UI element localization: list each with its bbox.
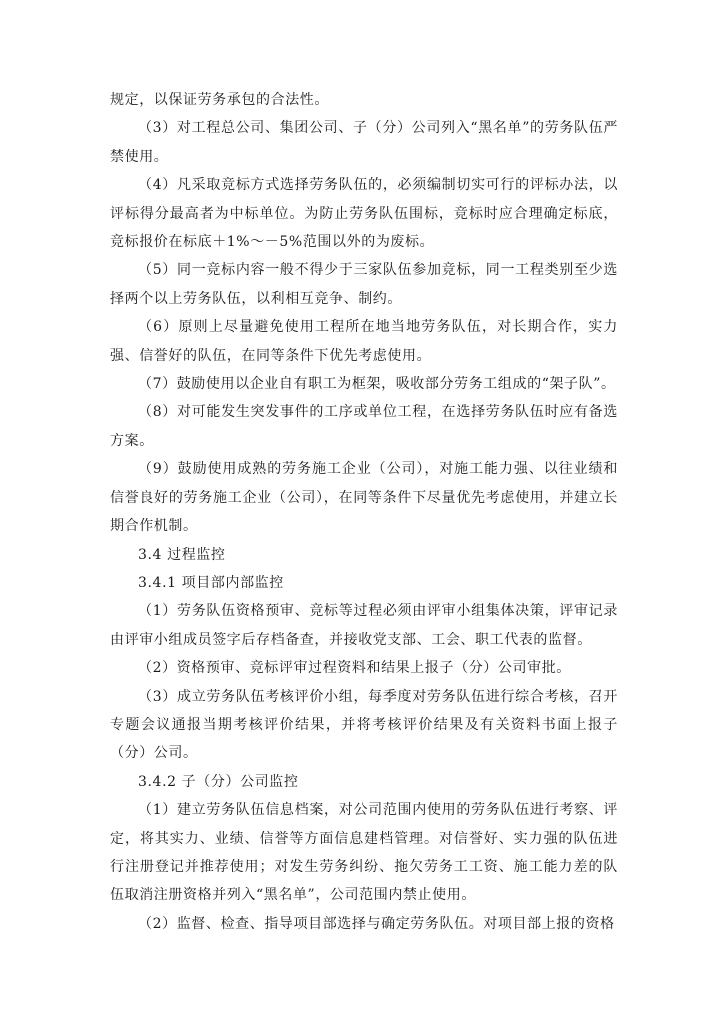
paragraph: 规定，以保证劳务承包的合法性。 [110,92,329,108]
paragraph: （7）鼓励使用以企业自有职工为框架，吸收部分劳务工组成的“架子队”。 [138,376,616,393]
paragraph: （4）凡采取竞标方式选择劳务队伍的，必须编制切实可行的评标办法，以评标得分最高者为中标单位。为防止劳务队伍围标，竞标时应合理确定标底，竞标报价在标底＋1%～－5%范围以外的为废标。 [110,177,618,251]
paragraph: （3）对工程总公司、集团公司、子（分）公司列入“黑名单”的劳务队伍严禁使用。 [110,120,618,165]
paragraph: （5）同一竞标内容一般不得少于三家队伍参加竞标，同一工程类别至少选择两个以上劳务队伍，以利相互竞争、制约。 [110,262,618,307]
section-heading: 3.4 过程监控 [138,546,226,563]
paragraph: （9）鼓励使用成熟的劳务施工企业（公司），对施工能力强、以往业绩和信誉良好的劳务施工企业（公司），在同等条件下尽量优先考虑使用，并建立长期合作机制。 [110,461,618,535]
paragraph: （1）劳务队伍资格预审、竞标等过程必须由评审小组集体决策，评审记录由评审小组成员签字后存档备查，并接收党支部、工会、职工代表的监督。 [110,603,618,648]
subsection-heading: 3.4.2 子（分）公司监控 [138,773,299,790]
paragraph: （2）资格预审、竞标评审过程资料和结果上报子（分）公司审批。 [138,660,571,677]
paragraph: （3）成立劳务队伍考核评价小组，每季度对劳务队伍进行综合考核，召开专题会议通报当期考核评价结果，并将考核评价结果及有关资料书面上报子（分）公司。 [110,688,618,762]
paragraph: （6）原则上尽量避免使用工程所在地当地劳务队伍，对长期合作，实力强、信誉好的队伍，在同等条件下优先考虑使用。 [110,319,618,364]
paragraph: （1）建立劳务队伍信息档案，对公司范围内使用的劳务队伍进行考察、评定，将其实力、业绩、信誉等方面信息建档管理。对信誉好、实力强的队伍进行注册登记并推荐使用；对发生劳务纠纷、拖欠劳务工工资、施工能力差的队伍取消注册资格并列入“黑名单”，公司范围内禁止使用。 [110,802,618,904]
paragraph: （2）监督、检查、指导项目部选择与确定劳务队伍。对项目部上报的资格 [138,915,615,932]
paragraph: （8）对可能发生突发事件的工序或单位工程，在选择劳务队伍时应有备选方案。 [110,404,618,449]
document-body [110,86,618,938]
subsection-heading: 3.4.1 项目部内部监控 [138,574,284,591]
